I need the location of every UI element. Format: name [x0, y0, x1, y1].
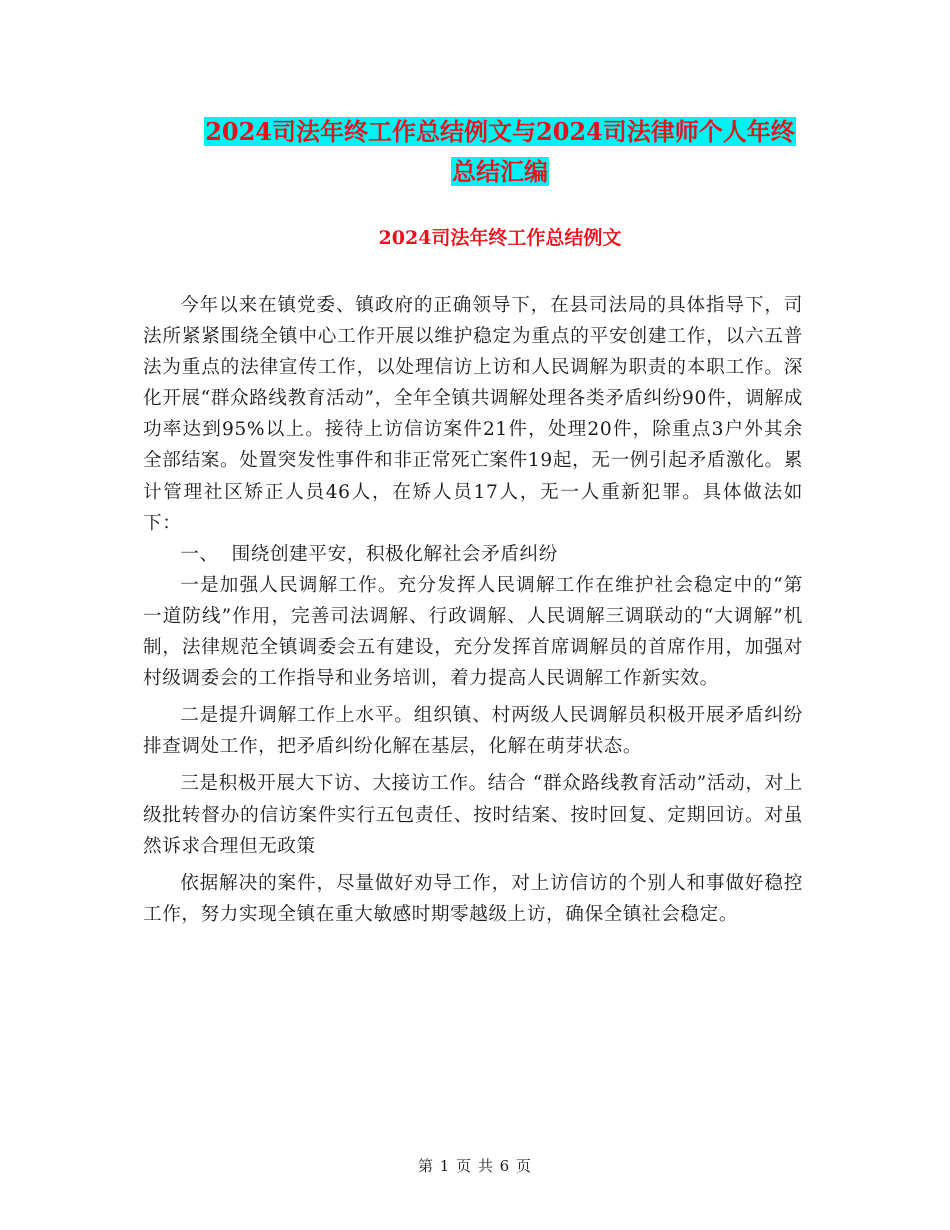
subheading-1: 一、 围绕创建平安，积极化解社会矛盾纠纷	[180, 543, 558, 565]
document-title-line-1: 2024司法年终工作总结例文与2024司法律师个人年终	[205, 117, 795, 146]
document-body	[143, 290, 803, 930]
paragraph-mediation: 一是加强人民调解工作。充分发挥人民调解工作在维护社会稳定中的“第一道防线”作用，完善司法调解、行政调解、人民调解三调联动的“大调解”机制，法律规范全镇调委会五有建设，充分发挥首席调解员的首席作用，加强对村级调委会的工作指导和业务培训，着力提高人民调解工作新实效。	[143, 574, 803, 690]
page-footer	[0, 1155, 950, 1176]
paragraph-intro: 今年以来在镇党委、镇政府的正确领导下，在县司法局的具体指导下，司法所紧紧围绕全镇中心工作开展以维护稳定为重点的平安创建工作，以六五普法为重点的法律宣传工作，以处理信访上访和人民调解为职责的本职工作。深化开展“群众路线教育活动”，全年全镇共调解处理各类矛盾纠纷90件，调解成功率达到95%以上。接待上访信访案件21件，处理20件，除重点3户外其余全部结案。处置突发性事件和非正常死亡案件19起，无一例引起矛盾激化。累计管理社区矫正人员46人，在矫人员17人，无一人重新犯罪。具体做法如下：	[143, 295, 803, 534]
paragraph-improve-mediation: 二是提升调解工作上水平。组织镇、村两级人民调解员积极开展矛盾纠纷排查调处工作，把矛盾纠纷化解在基层，化解在萌芽状态。	[143, 705, 803, 758]
document-title	[140, 112, 860, 192]
paragraph-stability: 依据解决的案件，尽量做好劝导工作，对上访信访的个别人和事做好稳控工作，努力实现全镇在重大敏感时期零越级上访，确保全镇社会稳定。	[143, 872, 803, 925]
paragraph-visits: 三是积极开展大下访、大接访工作。结合 “群众路线教育活动”活动，对上级批转督办的信访案件实行五包责任、按时结案、按时回复、定期回访。对虽然诉求合理但无政策	[143, 773, 803, 857]
section-title: 2024司法年终工作总结例文	[378, 227, 622, 249]
document-title-line-2: 总结汇编	[452, 157, 548, 186]
page-number: 第 1 页 共 6 页	[418, 1157, 532, 1175]
